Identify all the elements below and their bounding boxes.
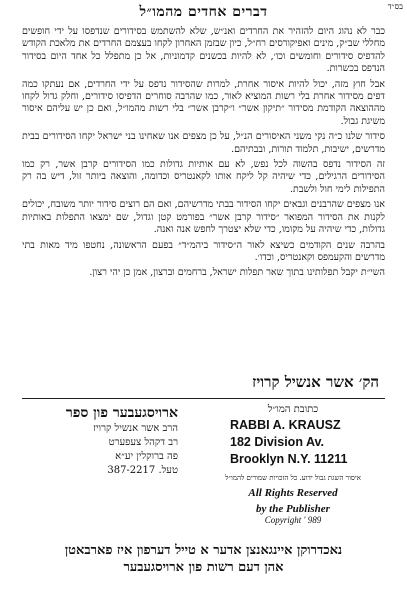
reprint-notice [0, 542, 407, 576]
publisher-line: הרב אשר אנשיל קרויז [93, 423, 178, 434]
paragraph: כבר לא נהוג היום להזהיר את החרדים ואנ״ש, שלא להשתמש בסידורים שנדפסו על ידי חופשים מחללי שב״ק, מינים ואפיקורסים רח״ל, כיון שבזמן האחרון לקחו בעצמם החרדים את מלאכת הקודש להדפיס סידורים וחומשים וכו׳, לא להיות בכשנים קדמוניות, אל כן מתפלל כל אחד היום בסידור הנדפס בכשרות. [22, 26, 385, 75]
paragraph: זה הסידור נדפס בהשוה לכל נפש, לא עם אותיות גדולות כמו הסידורים קרבן אשר, רק כמו הסידורים הרגילים, כדי שיהיה קל ליקח אותו לקאנטריס וכדומה, והוצאה ביותר זול, דיש בה רק התפילות לימי חול ולשבת. [22, 159, 385, 195]
address-city: Brooklyn N.Y. 11211 [230, 452, 348, 466]
divider [22, 398, 385, 399]
publisher-line: פה ברוקלין יע״א [115, 451, 178, 462]
rights-line-1: All Rights Reserved [248, 487, 338, 499]
reprint-notice-line-2: אהן דעם רשות פון ארויסגעבער [123, 560, 284, 575]
address-label: כתובת המו״ל [267, 404, 319, 415]
paragraph: סידור שלנו כ״ה נקי משני האיסורים הנ״ל, על כן מצפים אנו שאחינו בני ישראל יקחו הסידורים בבית מדרשים, ישיבות, תלמוד תורות, ובבתיהם. [22, 131, 385, 155]
paragraph: בהרבה שנים הקודמים כשיצא לאור ה״סידור ביהמ״ד״ בפעם הראשונה, נחטפו מיד מאות בתי מדרשים והקעמפס וקאנטריס, וכדו׳. [22, 239, 385, 263]
publisher-heading: ארויסגעבער פון ספר [65, 405, 178, 421]
address-name: RABBI A. KRAUSZ [230, 418, 341, 432]
address-street: 182 Division Av. [230, 435, 325, 449]
paragraph: השי״ת יקבל תפלותינו בתוך שאר תפלות ישראל, ברחמים וברצון, אמן כן יהי רצון. [89, 267, 385, 279]
paragraph: אנו מצפים שהרבנים וגבאים יקחו הסידור בבתי מדרשיהם, ואם הם רוצים סידור יותר משובח, יכולים לקנות את הסידור המפואר ״סידור קרבן אשר״ בפורמט קטן וגדול, שם ימצאו התפלות באותיות גדולות, כדי שיהיה על מקומו, כדי שלא יצטרך לחפש אנה ואנה. [22, 199, 385, 236]
reprint-notice-line-1: נאכדרוקן איינגאנצן אדער א טייל דערפון איז פארבאטן [64, 543, 343, 558]
page-title: דברים אחדים מהמו״ל [139, 4, 268, 20]
rights-line-2: by the Publisher [256, 503, 330, 515]
signature: הק׳ אשר אנשיל קרויז [252, 373, 379, 391]
rights-hebrew: איסור השגת גבול ידוע. כל הזכויות שמורים להמו״ל [225, 474, 361, 482]
publisher-note-body [22, 26, 385, 344]
publisher-phone: טעל. 387-2217 [107, 465, 178, 476]
copyright: Copyright ' 989 [264, 515, 322, 525]
publisher-line: רב דקהל צעפערט [108, 437, 178, 448]
publisher-block [38, 404, 178, 478]
address-block [218, 404, 368, 525]
paragraph: אבל חוץ מזה, יכול להיות איסור אחרת, למרות שהסידור נדפס על ידי החרדים, אם נעתקו כמה דפים מסידור אחרת בלי רשות המוציא לאור, כמו שהרבה סוחרים הדפיסו סידורים, וחלק גדול לקחו מההוצאה הקודמת מסידור ״תיקון אשר״ ו״קרבן אשר״ בלי רשות מהמו״ל, ואם כן יש עליהם איסור משיגת גבול. [22, 78, 385, 127]
header-corner-mark: בס״ד [387, 2, 403, 11]
